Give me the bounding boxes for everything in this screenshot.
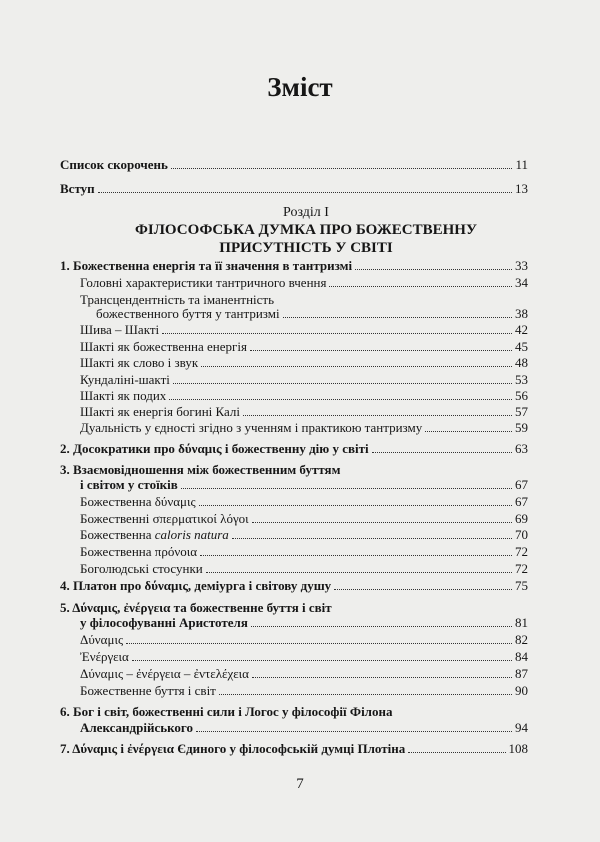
toc-entry-chapter-7[interactable]: 7. Δύναμις і ἐνέργεια Єдиного у філософській думці Плотіна 108 (60, 741, 528, 756)
page-number: 38 (515, 306, 528, 321)
toc-entry-chapter-4[interactable]: 4. Платон про δύναμις, деміурга і світову душу 75 (60, 578, 528, 593)
page-number: 13 (515, 181, 528, 196)
toc-entry-chapter-1[interactable]: 1. Божественна енергія та її значення в тантризмі 33 (60, 258, 528, 273)
footer-page-number: 7 (296, 776, 304, 792)
page-number: 63 (515, 441, 528, 456)
toc-entry-sub[interactable]: Δύναμις 82 (80, 632, 528, 647)
toc-entry-sub[interactable]: Шакті як енергія богині Калі 57 (80, 404, 528, 419)
toc-entry-sub[interactable]: Дуальність у єдності згідно з ученням і практикою тантризму 59 (80, 420, 528, 435)
page-number: 87 (515, 666, 528, 681)
toc-entry-introduction[interactable]: Вступ 13 (60, 181, 528, 196)
toc-entry-chapter-3-line1: 3. Взаємовідношення між божественним буттям (60, 462, 341, 477)
toc-entry-sub[interactable]: Божественне буття і світ 90 (80, 683, 528, 698)
page-number: 59 (515, 420, 528, 435)
page-number: 42 (515, 322, 528, 337)
toc-entry-sub[interactable]: Божественна δύναμις 67 (80, 494, 528, 509)
page-number: 67 (515, 477, 528, 492)
toc-entry-sub[interactable]: Кундаліні-шакті 53 (80, 372, 528, 387)
page-number: 11 (515, 157, 528, 172)
page-title: Зміст (267, 72, 333, 102)
toc-entry-sub[interactable]: Шакті як слово і звук 48 (80, 355, 528, 370)
toc-entry-chapter-2[interactable]: 2. Досократики про δύναμις і божественну дію у світі 63 (60, 441, 528, 456)
page-number: 108 (508, 741, 528, 756)
page-number: 94 (515, 720, 528, 735)
toc-entry-sub[interactable]: Ἐνέργεια 84 (80, 649, 528, 664)
page-number: 90 (515, 683, 528, 698)
toc-entry-sub-line1: Трансцендентність та іманентність (80, 292, 275, 307)
toc-entry-sub[interactable]: Божественна caloris natura 70 (80, 527, 528, 542)
toc-entry-sub[interactable]: Шакті як подих 56 (80, 388, 528, 403)
page-number: 72 (515, 561, 528, 576)
toc-entry-sub[interactable]: Δύναμις – ἐνέργεια – ἐντελέχεια 87 (80, 666, 528, 681)
toc-entry-sub[interactable]: Головні характеристики тантричного вчення 34 (80, 275, 528, 290)
page-number: 57 (515, 404, 528, 419)
toc-entry-chapter-6[interactable]: Александрійського 94 (80, 720, 528, 735)
toc-entry-abbreviations[interactable]: Список скорочень 11 (60, 157, 528, 172)
section-name: Розділ I (283, 205, 329, 220)
toc-entry-chapter-3[interactable]: і світом у стоїків 67 (80, 477, 528, 492)
toc-entry-sub[interactable]: Боголюдські стосунки 72 (80, 561, 528, 576)
toc-entry-chapter-6-line1: 6. Бог і світ, божественні сили і Логос у філософії Філона (60, 704, 393, 719)
toc-entry-sub[interactable]: Шива – Шакті 42 (80, 322, 528, 337)
page-number: 70 (515, 527, 528, 542)
page-number: 48 (515, 355, 528, 370)
page-number: 82 (515, 632, 528, 647)
toc-entry-sub[interactable]: Божественні σπερματικοί λόγοι 69 (80, 511, 528, 526)
page-number: 45 (515, 339, 528, 354)
page-number: 56 (515, 388, 528, 403)
toc-entry-sub[interactable]: Шакті як божественна енергія 45 (80, 339, 528, 354)
toc-entry-chapter-5[interactable]: у філософуванні Аристотеля 81 (80, 615, 528, 630)
toc-entry-chapter-5-line1: 5. Δύναμις, ἐνέργεια та божественне буття і світ (60, 600, 332, 615)
page-number: 53 (515, 372, 528, 387)
toc-entry-sub[interactable]: божественного буття у тантризмі 38 (96, 306, 528, 321)
section-header (60, 204, 552, 257)
page-number: 69 (515, 511, 528, 526)
page-number: 84 (515, 649, 528, 664)
page-number: 75 (515, 578, 528, 593)
section-title-line: ФІЛОСОФСЬКА ДУМКА ПРО БОЖЕСТВЕННУ (135, 222, 477, 238)
page-number: 34 (515, 275, 528, 290)
section-title-line: ПРИСУТНІСТЬ У СВІТІ (219, 240, 393, 256)
page-number: 67 (515, 494, 528, 509)
page-number: 72 (515, 544, 528, 559)
page-number: 33 (515, 258, 528, 273)
page-number: 81 (515, 615, 528, 630)
toc-entry-sub[interactable]: Божественна πρόνοια 72 (80, 544, 528, 559)
